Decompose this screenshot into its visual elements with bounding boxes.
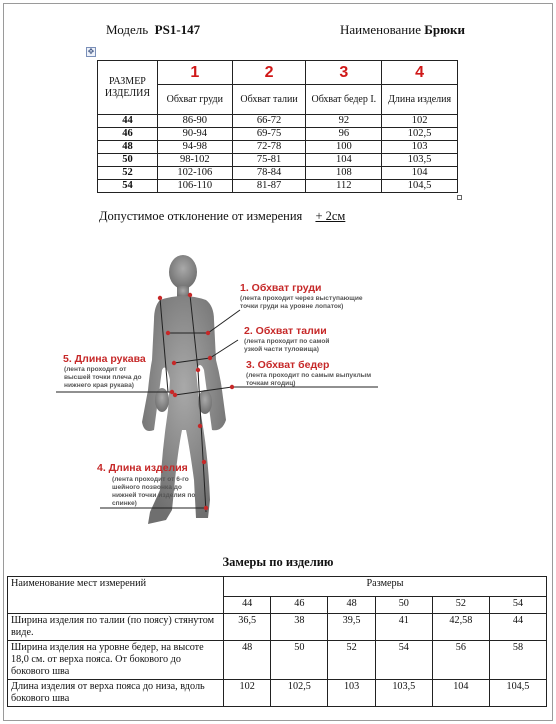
- row-length: 103,5: [382, 154, 458, 167]
- col-label-waist: Обхват талии: [232, 85, 306, 115]
- annotation-waist-title: 2. Обхват талии: [244, 325, 327, 337]
- row-chest: 86-90: [157, 115, 232, 128]
- row-waist: 69-75: [232, 128, 306, 141]
- row-hips: 92: [306, 115, 382, 128]
- table-row: [8, 641, 547, 680]
- measurement-value: 54: [375, 641, 432, 680]
- model-value: PS1-147: [154, 22, 201, 37]
- table-row: [98, 180, 458, 193]
- table-row: [8, 614, 547, 641]
- row-hips: 112: [306, 180, 382, 193]
- table-row: [98, 167, 458, 180]
- row-waist: 66-72: [232, 115, 306, 128]
- measurement-value: 56: [432, 641, 489, 680]
- name-label: Наименование: [340, 22, 421, 37]
- row-length: 103: [382, 141, 458, 154]
- measurement-label: Длина изделия от верха пояса до низа, вдоль бокового шва: [8, 680, 224, 707]
- size-col-46: 46: [271, 597, 328, 614]
- row-size: 46: [98, 128, 158, 141]
- row-chest: 90-94: [157, 128, 232, 141]
- measurement-label: Ширина изделия на уровне бедер, на высоте 18,0 см. от верха пояса. От бокового до бокового шва: [8, 641, 224, 680]
- measurement-value: 44: [489, 614, 546, 641]
- col-number-4: 4: [382, 61, 458, 85]
- row-waist: 78-84: [232, 167, 306, 180]
- measurement-label: Ширина изделия по талии (по поясу) стянутом виде.: [8, 614, 224, 641]
- table-move-handle-icon[interactable]: ✥: [87, 47, 95, 56]
- table-row: [98, 141, 458, 154]
- annotation-hips-title: 3. Обхват бедер: [246, 359, 330, 371]
- table-row: [98, 154, 458, 167]
- table-resize-handle[interactable]: [457, 195, 462, 200]
- row-size: 50: [98, 154, 158, 167]
- col-number-2: 2: [232, 61, 306, 85]
- measurements-table: [7, 576, 547, 707]
- measurements-title: Замеры по изделию: [222, 555, 334, 569]
- row-waist: 75-81: [232, 154, 306, 167]
- model-label: Модель: [106, 22, 149, 37]
- row-length: 104,5: [382, 180, 458, 193]
- measurement-value: 52: [328, 641, 375, 680]
- row-chest: 98-102: [157, 154, 232, 167]
- annotation-chest-sub: (лента проходит через выступающие точки груди на уровне лопаток): [240, 295, 363, 310]
- row-size: 48: [98, 141, 158, 154]
- annotation-sleeve-sub: (лента проходит от высшей точки плеча до нижнего края рукава): [64, 366, 142, 389]
- measurement-value: 102,5: [271, 680, 328, 707]
- table-row: [98, 115, 458, 128]
- row-hips: 96: [306, 128, 382, 141]
- col-label-hips: Обхват бедер I.: [306, 85, 382, 115]
- table-row: [98, 128, 458, 141]
- measurement-value: 50: [271, 641, 328, 680]
- row-chest: 106-110: [157, 180, 232, 193]
- annotation-waist-sub: (лента проходит по самой узкой части туловища): [244, 338, 330, 353]
- row-length: 102: [382, 115, 458, 128]
- row-waist: 72-78: [232, 141, 306, 154]
- annotation-sleeve-title: 5. Длина рукава: [63, 353, 146, 365]
- annotation-hips-sub: (лента проходит по самым выпуклым точкам ягодиц): [246, 372, 372, 387]
- measurements-sizes-header: Размеры: [224, 577, 547, 597]
- col-number-1: 1: [157, 61, 232, 85]
- tolerance-value: + 2см: [315, 209, 346, 223]
- tolerance-text: Допустимое отклонение от измерения: [99, 209, 303, 223]
- row-length: 102,5: [382, 128, 458, 141]
- row-hips: 100: [306, 141, 382, 154]
- row-chest: 94-98: [157, 141, 232, 154]
- row-waist: 81-87: [232, 180, 306, 193]
- col-number-3: 3: [306, 61, 382, 85]
- measurement-value: 42,58: [432, 614, 489, 641]
- name-value: Брюки: [424, 22, 465, 37]
- size-col-50: 50: [375, 597, 432, 614]
- measurement-value: 58: [489, 641, 546, 680]
- measurement-value: 48: [224, 641, 271, 680]
- size-col-48: 48: [328, 597, 375, 614]
- measurements-name-header: Наименование мест измерений: [8, 577, 224, 614]
- annotation-chest-title: 1. Обхват груди: [240, 282, 322, 294]
- col-label-length: Длина изделия: [382, 85, 458, 115]
- size-col-44: 44: [224, 597, 271, 614]
- measurement-value: 103,5: [375, 680, 432, 707]
- model-line: [106, 22, 200, 38]
- row-hips: 108: [306, 167, 382, 180]
- annotation-length-sub: (лента проходит от 6-го шейного позвонка до нижней точки изделия по спинке): [112, 476, 196, 507]
- col-label-chest: Обхват груди: [157, 85, 232, 115]
- size-col-54: 54: [489, 597, 546, 614]
- name-line: [340, 22, 465, 38]
- size-header: РАЗМЕР ИЗДЕЛИЯ: [98, 61, 158, 115]
- measurement-value: 103: [328, 680, 375, 707]
- row-size: 44: [98, 115, 158, 128]
- measurement-value: 104: [432, 680, 489, 707]
- row-size: 52: [98, 167, 158, 180]
- measurement-value: 39,5: [328, 614, 375, 641]
- table-row: [8, 680, 547, 707]
- size-table: [97, 60, 458, 193]
- measurement-value: 38: [271, 614, 328, 641]
- row-chest: 102-106: [157, 167, 232, 180]
- measurement-value: 36,5: [224, 614, 271, 641]
- size-col-52: 52: [432, 597, 489, 614]
- measurement-value: 104,5: [489, 680, 546, 707]
- measurement-value: 41: [375, 614, 432, 641]
- row-length: 104: [382, 167, 458, 180]
- annotation-length-title: 4. Длина изделия: [97, 462, 188, 474]
- tolerance-note: [99, 209, 345, 224]
- measurement-value: 102: [224, 680, 271, 707]
- row-hips: 104: [306, 154, 382, 167]
- row-size: 54: [98, 180, 158, 193]
